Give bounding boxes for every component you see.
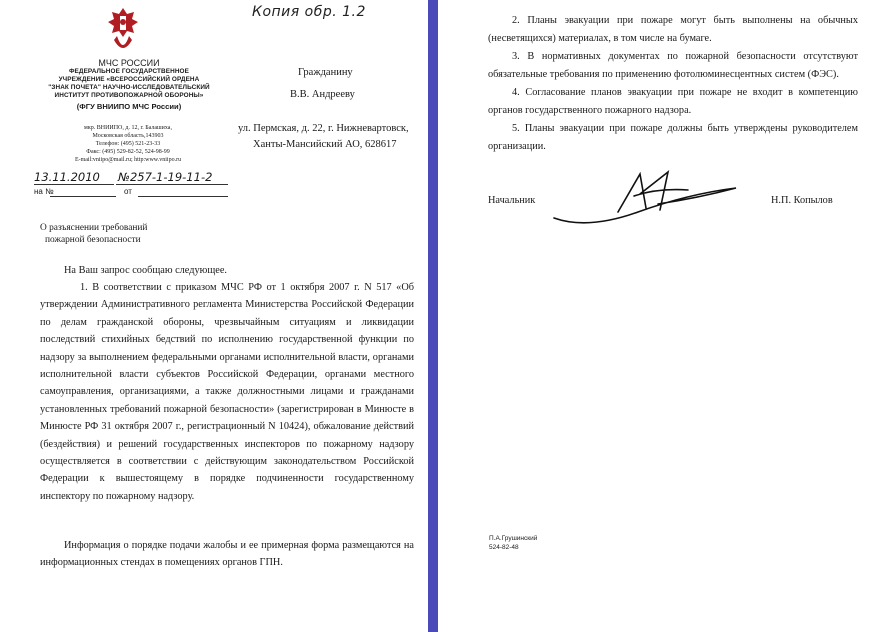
body-item-5: 5. Планы эвакуации при пожаре должны быть утверждены руководителем организации. <box>488 123 858 153</box>
mchs-emblem-icon <box>106 6 140 56</box>
handwritten-number: №257-1-19-11-2 <box>118 170 213 184</box>
contact-line: E-mail:vniipo@mail.ru; http:www.vniipo.ru <box>74 157 182 163</box>
body-intro: На Ваш запрос сообщаю следующее. <box>64 265 227 276</box>
body-item-2: 2. Планы эвакуации при пожаре могут быть выполнены на обычных (несветящихся) материалах, в том числе на бумаге. <box>488 15 858 45</box>
executor-phone: 524-82-48 <box>489 544 519 551</box>
sender-header <box>40 58 218 111</box>
subject-line: пожарной безопасности <box>45 235 141 245</box>
org-line: ИНСТИТУТ ПРОТИВОПОЖАРНОЙ ОБОРОНЫ» <box>54 92 204 99</box>
org-short-name: (ФГУ ВНИИПО МЧС России) <box>76 102 182 111</box>
ministry-name: МЧС РОССИИ <box>98 58 160 68</box>
contact-line: Московская область,143903 <box>92 133 164 139</box>
body-info: Информация о порядке подачи жалобы и ее примерная форма размещаются на информационных стендах в помещениях органов ГПН. <box>40 540 414 569</box>
item-1-text: 1. В соответствии с приказом МЧС РФ от 1 октября 2007 г. N 517 «Об утверждении Административного регламента Министерства Российской Федерации по делам гражданской обороны, чрезвычайным ситуациям и ликвидации последствий стихийных бедствий по исполнению государственной функции по надзору за выполнением федеральными органами исполнительной власти, органами исполнительной власти субъектов Российской Федерации, органами местного самоуправления, организациями, а также должностными лицами и гражданами установленных требований пожарной безопасности» (зарегистрирован в Минюсте в Минюсте РФ 31 октября 2007 г., регистрационный N 10424), обжалование действий (бездействия) и решений государственных инспекторов по пожарному надзору осуществляется в соответствии с действующим законодательством Российской Федерации к вышестоящему в порядке подчиненности государственному инспектору по пожарному надзору. <box>40 282 414 502</box>
copy-annotation: Копия обр. 1.2 <box>252 4 366 20</box>
org-line: "ЗНАК ПОЧЕТА" НАУЧНО-ИССЛЕДОВАТЕЛЬСКИЙ <box>48 84 210 91</box>
page-divider <box>428 0 438 632</box>
executor-name: П.А.Грушинский <box>489 535 538 542</box>
org-line: УЧРЕЖДЕНИЕ «ВСЕРОССИЙСКИЙ ОРДЕНА <box>58 76 200 83</box>
letter-subject <box>40 222 147 246</box>
ref-date-label: от <box>124 187 132 196</box>
subject-line: О разъяснении требований <box>40 223 148 233</box>
signer-name: Н.П. Копылов <box>771 195 833 206</box>
signer-position: Начальник <box>488 195 536 206</box>
addressee-name: В.В. Андрееву <box>290 89 355 100</box>
handwritten-date: 13.11.2010 <box>34 170 100 184</box>
body-item-1 <box>40 279 414 505</box>
org-line: ФЕДЕРАЛЬНОЕ ГОСУДАРСТВЕННОЕ <box>69 68 189 75</box>
handwritten-signature <box>548 168 744 230</box>
contact-line: Телефон: (495) 521-23-33 <box>95 141 161 147</box>
ref-number-label: на № <box>34 187 54 196</box>
addressee-street: ул. Пермская, д. 22, г. Нижневартовск, <box>238 123 409 134</box>
body-item-4: 4. Согласование планов эвакуации при пожаре не входит в компетенцию органов государственного пожарного надзора. <box>488 87 858 117</box>
executor-block <box>489 534 537 552</box>
contact-line: Факс: (495) 529-82-52, 524-98-99 <box>86 149 170 155</box>
addressee-title: Гражданину <box>298 67 353 78</box>
sender-contacts <box>48 124 208 164</box>
registration-block <box>34 170 234 200</box>
contact-line: мкр. ВНИИПО, д. 12, г. Балашиха, <box>84 125 172 131</box>
body-item-3: 3. В нормативных документах по пожарной безопасности отсутствуют обязательные требования по применению фотолюминесцентных систем (ФЭС). <box>488 51 858 81</box>
addressee-region: Ханты-Мансийский АО, 628617 <box>253 139 397 150</box>
